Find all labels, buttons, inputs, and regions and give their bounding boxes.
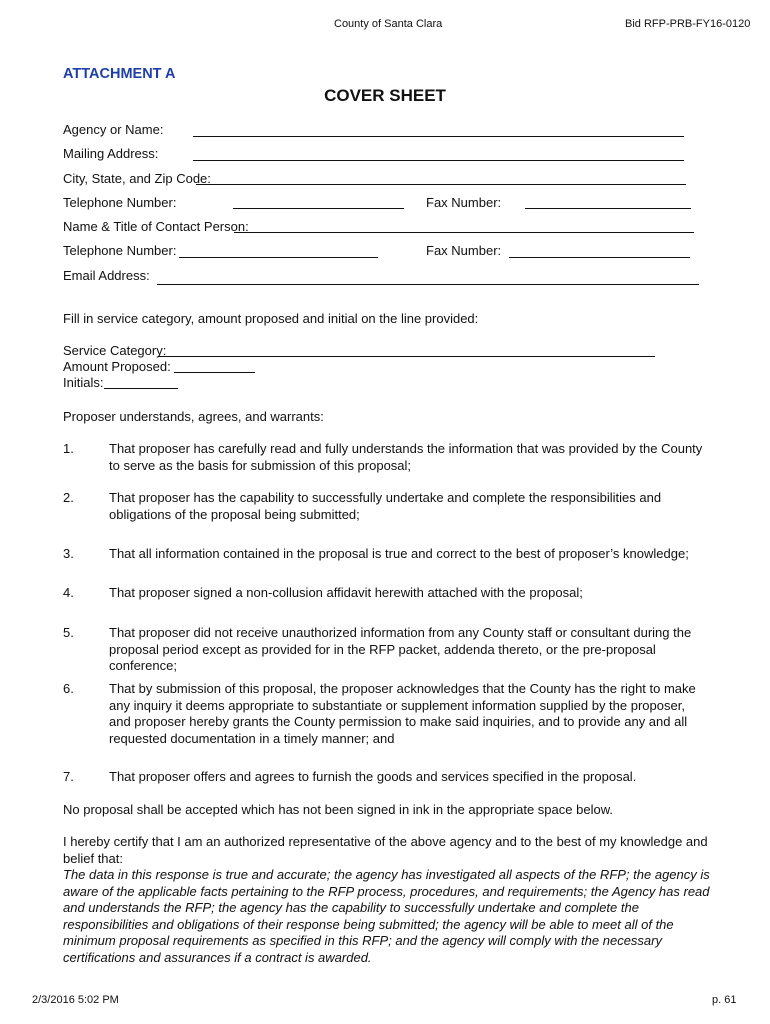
- understands-heading: Proposer understands, agrees, and warrants:: [63, 409, 324, 424]
- fax-field-line[interactable]: [525, 208, 691, 209]
- telephone-field-line[interactable]: [233, 208, 404, 209]
- city-label: City, State, and Zip Code:: [63, 171, 211, 186]
- item-number: 7.: [63, 769, 74, 784]
- email-label: Email Address:: [63, 268, 150, 283]
- item-text: That proposer signed a non-collusion affidavit herewith attached with the proposal;: [109, 585, 583, 600]
- page-title: COVER SHEET: [324, 86, 446, 105]
- contact-label: Name & Title of Contact Person:: [63, 219, 249, 234]
- service-category-label: Service Category:: [63, 343, 167, 358]
- mailing-field-line[interactable]: [193, 160, 684, 161]
- item-number: 3.: [63, 546, 74, 561]
- city-field-line[interactable]: [196, 184, 686, 185]
- amount-proposed-label: Amount Proposed:: [63, 359, 171, 374]
- fax-label: Fax Number:: [426, 195, 502, 210]
- service-instruction: Fill in service category, amount proposed and initial on the line provided:: [63, 311, 479, 326]
- item-number: 2.: [63, 490, 74, 505]
- initials-label: Initials:: [63, 375, 104, 390]
- initials-line[interactable]: [104, 388, 178, 389]
- item-text: That by submission of this proposal, the proposer acknowledges that the County has the right to make any inquiry it deems appropriate to substantiate or supplement information supplied by the proposer, and proposer hereby grants the County permission to make said inquiries, and to provide any and all requested documentation in a timely manner; and: [109, 681, 696, 746]
- item-text: That proposer offers and agrees to furnish the goods and services specified in the proposal.: [109, 769, 637, 784]
- agency-label: Agency or Name:: [63, 122, 164, 137]
- agency-field-line[interactable]: [193, 136, 684, 137]
- telephone-2-field-line[interactable]: [179, 257, 378, 258]
- contact-field-line[interactable]: [234, 232, 694, 233]
- item-number: 1.: [63, 441, 74, 456]
- item-text: That all information contained in the proposal is true and correct to the best of proposer’s knowledge;: [109, 546, 689, 561]
- telephone-label: Telephone Number:: [63, 195, 177, 210]
- item-number: 5.: [63, 625, 74, 640]
- fax-2-label: Fax Number:: [426, 243, 502, 258]
- header-county: County of Santa Clara: [334, 18, 443, 30]
- certification-intro: I hereby certify that I am an authorized representative of the above agency and to the best of my knowledge and belief that:: [63, 834, 708, 866]
- item-number: 4.: [63, 585, 74, 600]
- mailing-label: Mailing Address:: [63, 146, 159, 161]
- item-text: That proposer has carefully read and fully understands the information that was provided by the County to serve as the basis for submission of this proposal;: [109, 441, 703, 473]
- telephone-2-label: Telephone Number:: [63, 243, 177, 258]
- certification-statement: The data in this response is true and accurate; the agency has investigated all aspects of the RFP; the agency is aware of the applicable facts pertaining to the RFP process, procedures, and requirements; the Agency has read and understands the RFP; the agency has the capability to successfully undertake and complete the responsibilities and obligations of their response being submitted; the agency will be able to meet all of the minimum proposal requirements as specified in this RFP; and the agency will comply with the necessary certifications and assurances if a contract is awarded.: [63, 867, 710, 965]
- item-text: That proposer has the capability to successfully undertake and complete the responsibilities and obligations of the proposal being submitted;: [109, 490, 662, 522]
- footer-timestamp: 2/3/2016 5:02 PM: [32, 994, 119, 1006]
- item-text: That proposer did not receive unauthorized information from any County staff or consultant during the proposal period except as provided for in the RFP packet, addenda thereto, or the pre-proposal conference;: [109, 625, 692, 673]
- signature-requirement: No proposal shall be accepted which has not been signed in ink in the appropriate space below.: [63, 802, 613, 817]
- email-field-line[interactable]: [157, 284, 699, 285]
- attachment-label: ATTACHMENT A: [63, 66, 176, 82]
- footer-page-number: p. 61: [712, 994, 737, 1006]
- item-number: 6.: [63, 681, 74, 696]
- certification-paragraph: [63, 834, 718, 966]
- header-bid-number: Bid RFP-PRB-FY16-0120: [625, 18, 751, 30]
- service-category-line[interactable]: [158, 356, 655, 357]
- fax-2-field-line[interactable]: [509, 257, 690, 258]
- amount-proposed-line[interactable]: [174, 372, 255, 373]
